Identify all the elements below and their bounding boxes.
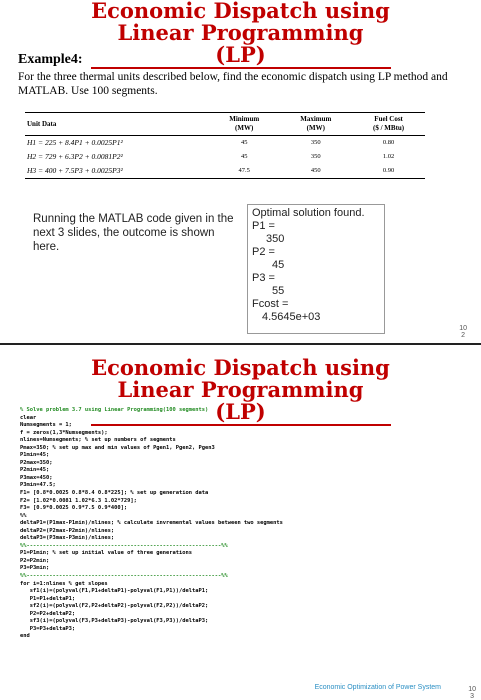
title-line-2: Linear Programming (LP): [91, 379, 391, 426]
col-maximum-label: Maximum (MW): [300, 115, 332, 132]
code-line: sf1(i)=(polyval(F1,P1+deltaP1)-polyval(F1,P1))/deltaP1;: [20, 588, 209, 595]
col-unit-data: Unit Data: [25, 113, 209, 136]
run-description: Running the MATLAB code given in the next 3 slides, the outcome is shown here.: [33, 213, 234, 253]
code-line: P1=P1min; % set up initial value of three generations: [20, 550, 193, 557]
page-number-top: 10: [459, 325, 467, 332]
col-fuel-cost: [352, 113, 425, 136]
col-fuel-cost-label: Fuel Cost ($ / MBtu): [373, 115, 405, 132]
title-line-1: Economic Dispatch using: [91, 0, 390, 23]
code-line: clear: [20, 414, 37, 421]
cell-max: 350: [310, 139, 321, 146]
code-line: deltaP2=(P2max-P2min)/nlines;: [20, 527, 115, 534]
slide-2: [0, 345, 481, 700]
page-number-bottom: 3: [470, 693, 475, 700]
cell-min: 45: [240, 139, 248, 146]
code-line: P2max=350;: [20, 459, 53, 466]
cell-min: 45: [240, 153, 248, 160]
matlab-output-box: [247, 204, 385, 334]
title-line-2: Linear Programming (LP): [91, 22, 391, 69]
code-line: f = zeros(1,3*Numsegments);: [20, 429, 108, 436]
cell-cost: 0.80: [382, 139, 395, 146]
code-line: F2= [1.02*0.0081 1.02*6.3 1.02*729];: [20, 497, 137, 504]
output-p3-value: 55: [272, 285, 285, 297]
code-line: Pmax=350; % set up max and min values of Pgen1, Pgen2, Pgen3: [20, 444, 215, 451]
col-minimum-label: Minimum (MW): [229, 115, 260, 132]
cell-min: 47.5: [209, 164, 279, 179]
code-line: P3min=47.5;: [20, 482, 56, 489]
cell-equation: H1 = 225 + 8.4P1 + 0.0025P1²: [27, 138, 123, 147]
code-line: %%------------------------------------------------------------%%: [20, 573, 228, 580]
table-row: [25, 164, 425, 179]
code-line: P1min=45;: [20, 452, 50, 459]
output-status: Optimal solution found.: [252, 207, 365, 219]
code-line: for i=1:nlines % get slopes: [20, 580, 108, 587]
code-line: %%------------------------------------------------------------%%: [20, 542, 228, 549]
unit-data-table: [25, 112, 425, 179]
code-line: Numsegments = 1;: [20, 422, 72, 429]
code-line: % Solve problem 3.7 using Linear Programming(100 segments): [20, 407, 209, 413]
page-number: [468, 686, 476, 700]
example-text: For the three thermal units described below, find the economic dispatch using LP method and MATLAB. Use 100 segments.: [18, 71, 448, 97]
title-line-1: Economic Dispatch using: [91, 355, 390, 380]
output-p1-value: 350: [266, 233, 285, 245]
table-row: [25, 150, 425, 164]
code-line: deltaP1=(P1max-P1min)/nlines; % calculate invremental values between two segments: [20, 520, 283, 527]
cell-cost: 0.90: [352, 164, 425, 179]
code-line: deltaP3=(P3max-P3min)/nlines;: [20, 535, 115, 542]
code-line: sf2(i)=(polyval(F2,P2+deltaP2)-polyval(F2,P2))/deltaP2;: [20, 603, 209, 610]
cell-max: 450: [279, 164, 352, 179]
code-line: P2=P2+deltaP2;: [20, 610, 76, 617]
slide-1: [0, 0, 481, 345]
code-line: sf3(i)=(polyval(F3,P3+deltaP3)-polyval(F3,P3))/deltaP3;: [20, 618, 209, 625]
matlab-code-block: [20, 407, 460, 641]
table-row: [25, 136, 425, 151]
code-line: F3= [0.9*0.0025 0.9*7.5 0.9*400];: [20, 505, 128, 512]
page-number-bottom: 2: [461, 332, 466, 339]
code-line: P3=P3+deltaP3;: [20, 625, 76, 632]
cell-cost: 1.02: [382, 153, 395, 160]
output-p2-value: 45: [272, 259, 285, 271]
code-line: P2min=45;: [20, 467, 50, 474]
col-minimum: [209, 113, 279, 136]
example-heading: Example4:: [18, 52, 83, 67]
page-number: [459, 325, 467, 339]
col-maximum: [279, 113, 352, 136]
output-fcost-label: Fcost =: [252, 298, 289, 310]
output-p2-label: P2 =: [252, 246, 275, 258]
cell-equation: H2 = 729 + 6.3P2 + 0.0081P2²: [27, 152, 123, 161]
page-number-top: 10: [468, 686, 476, 693]
code-line: end: [20, 633, 30, 640]
cell-max: 350: [310, 153, 321, 160]
output-fcost-value: 4.5645e+03: [262, 311, 321, 323]
code-line: nlines=Numsegments; % set up numbers of segments: [20, 437, 176, 444]
code-line: P3=P3min;: [20, 565, 50, 572]
code-line: P3max=450;: [20, 474, 53, 481]
output-p1-label: P1 =: [252, 220, 275, 232]
footer-text: Economic Optimization of Power System: [314, 684, 441, 691]
code-line: F1= [0.8*0.0025 0.8*8.4 0.8*225]; % set up generation data: [20, 490, 209, 497]
code-line: %%: [20, 512, 27, 519]
code-line: P1=P1+deltaP1;: [20, 595, 76, 602]
output-p3-label: P3 =: [252, 272, 275, 284]
code-line: P2=P2min;: [20, 557, 50, 564]
cell-equation: H3 = 400 + 7.5P3 + 0.0025P3²: [25, 164, 209, 179]
